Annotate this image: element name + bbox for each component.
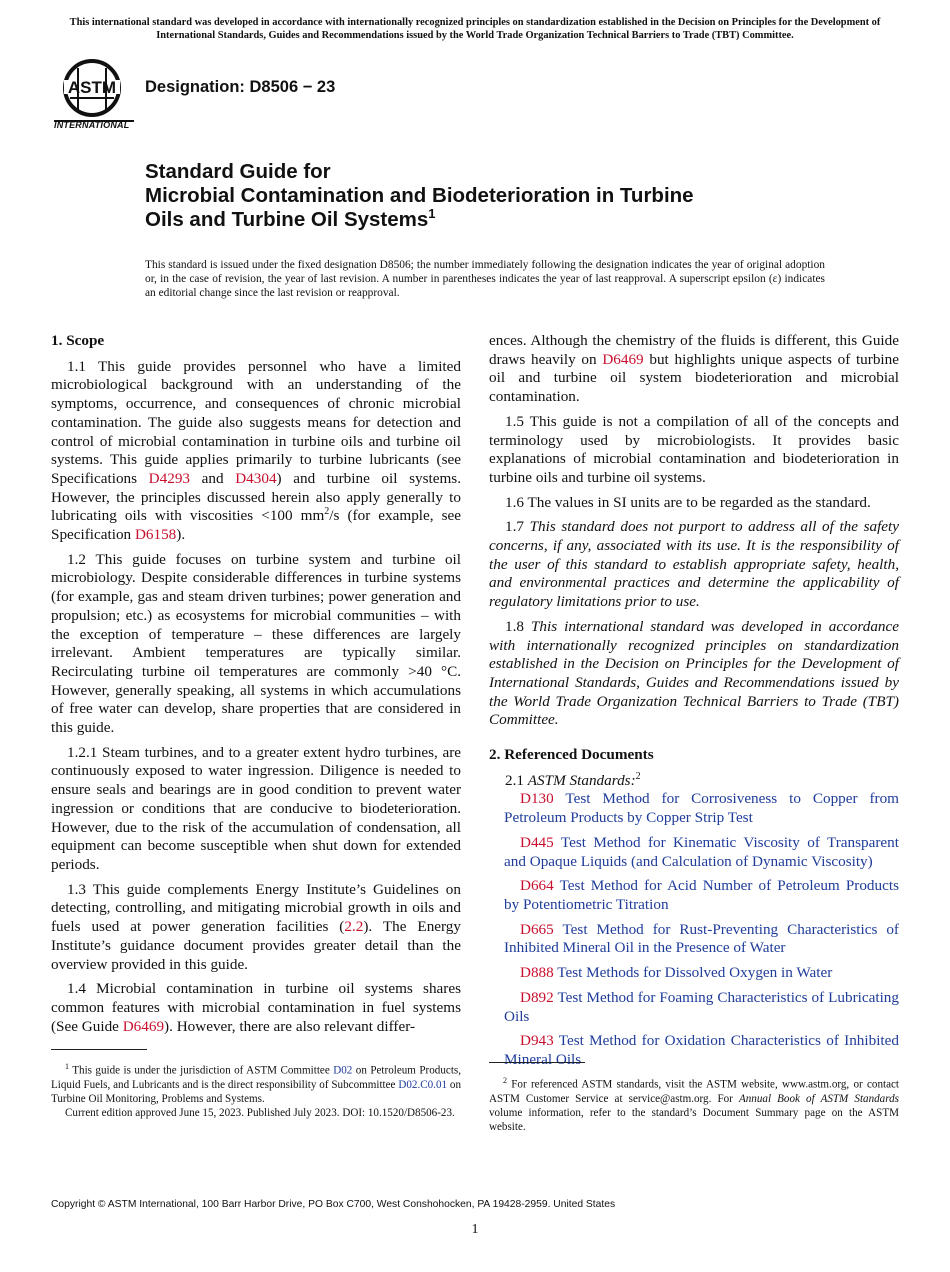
- scope-1-6: 1.6 The values in SI units are to be regarded as the standard.: [505, 493, 871, 511]
- reference-code-link[interactable]: D665: [520, 920, 554, 938]
- reference-list: [489, 790, 899, 1069]
- referenced-documents-heading: 2. Referenced Documents: [489, 746, 654, 764]
- footnote-rule-right: [489, 1062, 585, 1063]
- reference-item: [489, 921, 899, 958]
- svg-text:ASTM: ASTM: [67, 78, 117, 97]
- reference-code-link[interactable]: D445: [520, 833, 554, 851]
- scope-1-4: 1.4 Microbial contamination in turbine oil systems shares common features with microbial contamination in fuel systems (See Guide D6469). However, there are also relevant differ-: [51, 980, 461, 1035]
- designation: Designation: D8506 − 23: [145, 78, 336, 96]
- reference-item: [489, 989, 899, 1026]
- scope-1-4-continued: ences. Although the chemistry of the fluids is different, this Guide draws heavily on D6469 but highlights unique aspects of turbine oil and turbine oil system biodeterioration and microbial contamination.: [489, 332, 899, 406]
- footnote-1: $^1$ This guide is under the jurisdiction of ASTM Committee D02 on Petroleum Products, Liquid Fuels, and Lubricants and is the direct responsibility of Subcommittee D02.C0.01 on Turbine Oil Monitoring, Problems and Systems. Current edition approved June 15, 2023. Published July 2023. DOI: 10.1520/D8506-23.: [51, 1062, 462, 1120]
- title-line-3-text: Oils and Turbine Oil Systems: [145, 208, 429, 231]
- title-line-1: Standard Guide for: [145, 160, 331, 183]
- reference-title-link[interactable]: Test Method for Oxidation Characteristics of Inhibited Mineral Oils: [504, 1032, 899, 1068]
- reference-item: [489, 834, 899, 871]
- footnote-rule-left: [51, 1049, 147, 1050]
- reference-code-link[interactable]: D130: [520, 790, 554, 808]
- document-title: [145, 160, 865, 232]
- link-2-2[interactable]: 2.2: [344, 918, 364, 936]
- title-line-3: [145, 208, 865, 232]
- link-d02[interactable]: D02: [333, 1064, 353, 1077]
- title-footnote-mark[interactable]: 1: [428, 206, 436, 221]
- reference-code-link[interactable]: D888: [520, 964, 554, 982]
- scope-1-8: 1.8 This international standard was developed in accordance with internationally recognized principles on standardization established in the Decision on Principles for the Development of International Standards, Guides and Recommendations issued by the World Trade Organization Technical Barriers to Trade (TBT) Committee.: [489, 617, 900, 729]
- link-d4293[interactable]: D4293: [148, 469, 191, 487]
- right-column: [489, 332, 899, 1076]
- reference-code-link[interactable]: D943: [520, 1032, 554, 1050]
- reference-title-link[interactable]: Test Method for Acid Number of Petroleum Products by Potentiometric Titration: [504, 877, 899, 913]
- issued-statement: This standard is issued under the fixed designation D8506; the number immediately following the designation indicates the year of original adoption or, in the case of revision, the year of last revision. A number in parentheses indicates the year of last reapproval. A superscript epsilon (ε) indicates an editorial change since the last revision or reapproval.: [145, 259, 825, 300]
- link-d6469-2[interactable]: D6469: [602, 350, 644, 368]
- scope-1-5: 1.5 This guide is not a compilation of all of the concepts and terminology used by microbiologists. It provides basic explanations of microbial contamination and biodeterioration in turbine oils and turbine oil systems.: [489, 412, 899, 486]
- link-d4304[interactable]: D4304: [235, 469, 277, 487]
- copyright: Copyright © ASTM International, 100 Barr Harbor Drive, PO Box C700, West Conshohocken, PA 19428-2959. United States: [51, 1199, 616, 1210]
- scope-1-2-1: 1.2.1 Steam turbines, and to a greater extent hydro turbines, are continuously exposed to water ingression. Diligence is needed to ensure seals and bearings are in good condition to prevent water ingression or conditions that are conducive to biodeterioration. However, due to the risk of the accumulation of condensation, all equipment can become susceptible when shut down for extended periods.: [51, 743, 461, 873]
- reference-title-link[interactable]: Test Method for Kinematic Viscosity of Transparent and Opaque Liquids (and Calculation of Dynamic Viscosity): [504, 833, 899, 870]
- astm-logo: [52, 58, 136, 132]
- reference-code-link[interactable]: D892: [520, 988, 554, 1006]
- link-d02-c0-01[interactable]: D02.C0.01: [398, 1078, 448, 1091]
- astm-standards-subheading: 2.1 ASTM Standards:$^2$: [505, 770, 641, 789]
- link-d6469[interactable]: D6469: [122, 1017, 165, 1035]
- link-d6158[interactable]: D6158: [134, 526, 177, 544]
- scope-1-1: 1.1 This guide provides personnel who have a limited microbiological background with an understanding of the symptoms, occurrence, and consequences of chronic microbial contamination. The guide also suggests means for detection and control of microbial contamination in turbine oils and turbine oil systems. This guide applies primarily to turbine lubricants (see Specifications D4293 and D4304) and turbine oil systems. However, the principles discussed herein also apply generally to lubricating oils with viscosities <100 $mm^2/s$ (for example, see Specification D6158).: [51, 357, 462, 544]
- scope-1-2: 1.2 This guide focuses on turbine system and turbine oil microbiology. Despite considerable differences in turbine systems (for example, gas and steam driven turbines; power generation and propulsion; etc.) as ecosystems for microbial communities – with the exception of temperature – these differences are largely irrelevant. Ambient temperatures are typically similar. Recirculating turbine oil temperatures are commonly >40 °C. However, generally speaking, all systems in which accumulations of free water can develop, share properties that are considered in this guide.: [51, 550, 461, 737]
- reference-code-link[interactable]: D664: [520, 877, 554, 895]
- edition-note: Current edition approved June 15, 2023. Published July 2023. DOI: 10.1520/D8506-23.: [65, 1107, 455, 1120]
- page-number: 1: [471, 1222, 479, 1237]
- scope-heading: 1. Scope: [51, 332, 105, 349]
- reference-title-link[interactable]: Test Method for Foaming Characteristics of Lubricating Oils: [504, 988, 899, 1025]
- reference-item: [489, 790, 899, 827]
- scope-1-7: 1.7 This standard does not purport to address all of the safety concerns, if any, associated with its use. It is the responsibility of the user of this standard to establish appropriate safety, health, and environmental practices and determine the applicability of regulatory limitations prior to use.: [489, 518, 900, 611]
- reference-title-link[interactable]: Test Methods for Dissolved Oxygen in Water: [557, 964, 833, 982]
- reference-item: [489, 964, 899, 983]
- scope-1-3: 1.3 This guide complements Energy Institute’s Guidelines on detecting, controlling, and mitigating microbial growth in oils and fuels used at power generation facilities (2.2). The Energy Institute’s guidance document provides greater detail than the overview provided in this guide.: [51, 880, 461, 973]
- footnote-2: $^2$ For referenced ASTM standards, visit the ASTM website, www.astm.org, or contact ASTM Customer Service at service@astm.org. For Annual Book of ASTM Standards volume information, refer to the standard’s Document Summary page on the ASTM website.: [489, 1076, 899, 1134]
- reference-title-link[interactable]: Test Method for Corrosiveness to Copper from Petroleum Products by Copper Strip Test: [504, 790, 899, 827]
- reference-title-link[interactable]: Test Method for Rust-Preventing Characteristics of Inhibited Mineral Oil in the Presence of Water: [504, 920, 899, 957]
- title-line-2: Microbial Contamination and Biodeterioration in Turbine: [145, 184, 694, 207]
- reference-item: [489, 877, 899, 914]
- top-notice: This international standard was developed in accordance with internationally recognized principles on standardization established in the Decision on Principles for the Development of International Standards, Guides and Recommendations issued by the World Trade Organization Technical Barriers to Trade (TBT) Committee.: [69, 17, 881, 41]
- reference-item: [489, 1032, 899, 1069]
- left-column: [51, 332, 461, 1042]
- logo-text: INTERNATIONAL: [54, 120, 130, 130]
